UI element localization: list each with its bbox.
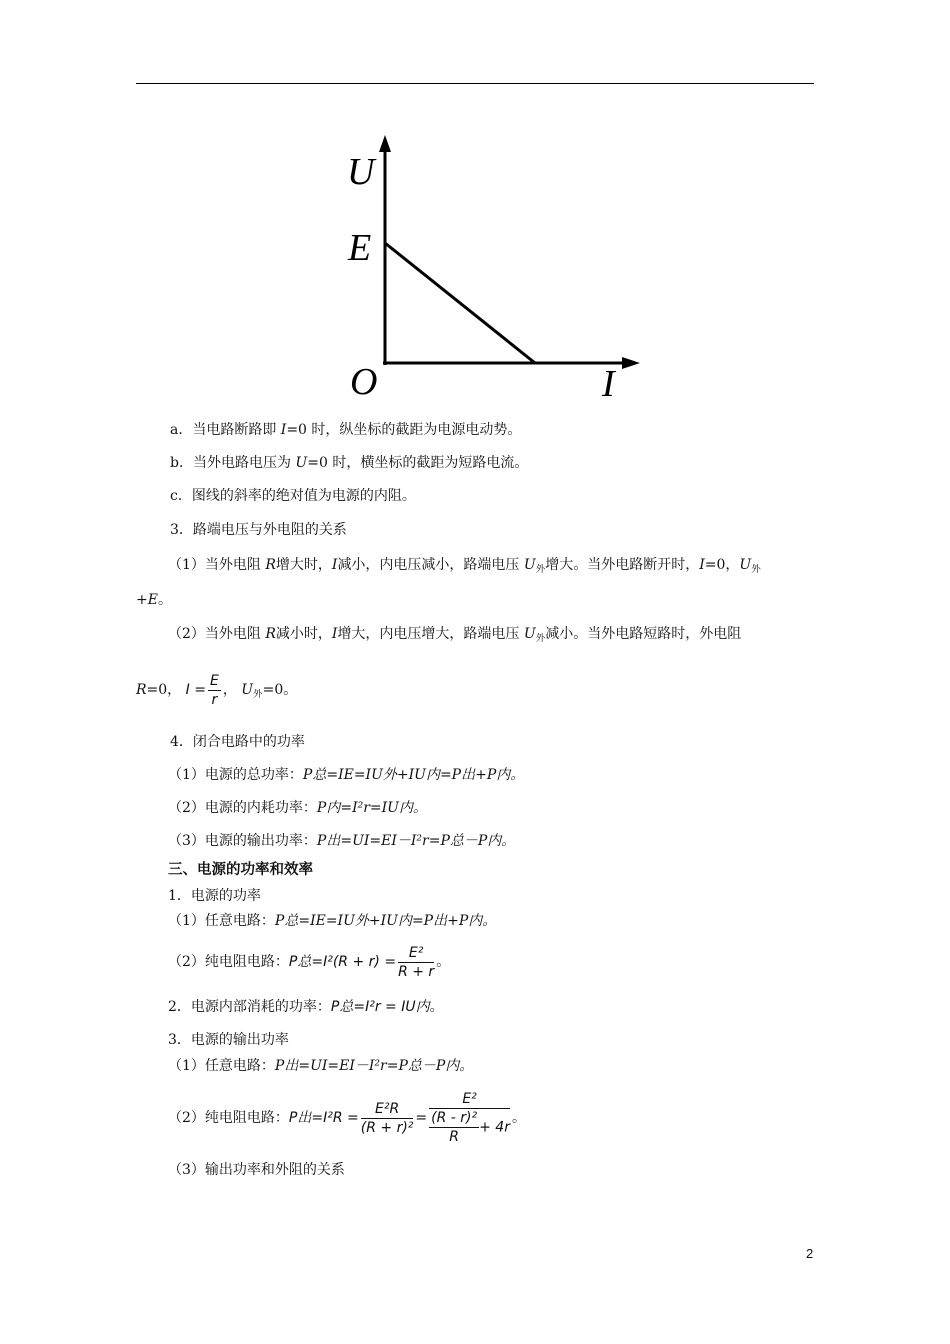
output-line3: （3）输出功率和外阻的关系: [168, 1162, 345, 1178]
s4-line3: （3）电源的输出功率：P出=UI=EI－I²r=P总－P内。: [168, 833, 516, 849]
header-rule: [136, 83, 814, 84]
fraction-e2r-over-rr2: $\frac{\text{E²R}}{\text{(R + r)²}}$: [360, 1100, 414, 1136]
fraction-e2-over-rr: $\frac{\text{E²}}{R + r}$: [398, 944, 435, 980]
s3-para2-cont: R=0， I = $\frac{E}{r}$ ， $U_外=0$。: [136, 672, 298, 708]
page-number: 2: [806, 1246, 814, 1261]
item-a: a．当电路断路即 I=0 时，纵坐标的截距为电源电动势。: [170, 422, 522, 438]
output-line1: （1）任意电路：P出=UI=EI－I²r=P总－P内。: [168, 1058, 474, 1074]
u-i-line: [385, 243, 535, 363]
u-i-graph: [340, 130, 650, 405]
power-line1: （1）任意电路：P总=IE=IU外+IU内=P出+P内。: [168, 913, 497, 929]
output-heading: 3．电源的输出功率: [168, 1032, 289, 1048]
s3-para1: （1）当外电阻 R增大时，I减小，内电压减小，路端电压 $U_外$增大。当外电路断开时，I=0，$U_外$: [168, 557, 761, 575]
fraction-e-over-r: $\frac{E}{r}$: [209, 672, 219, 708]
y-axis-arrow: [379, 135, 391, 152]
output-line2: （2）纯电阻电路：P出=I²R = $\frac{\text{E²R}}{\text{(R + r)²}}$ = E² $\frac{\text{(R - r)²}}{R}$ + 4r 。: [168, 1091, 526, 1145]
item-b: b．当外电路电压为 U=0 时，横坐标的截距为短路电流。: [170, 455, 529, 471]
label-e: E: [348, 227, 372, 269]
fraction-nested: E² $\frac{\text{(R - r)²}}{R}$ + 4r: [431, 1091, 510, 1145]
s4-line2: （2）电源的内耗功率：P内=I²r=IU内。: [168, 800, 427, 816]
s4-line1: （1）电源的总功率：P总=IE=IU外+IU内=P出+P内。: [168, 767, 525, 783]
s3-para2: （2）当外电阻 R减小时，I增大，内电压增大，路端电压 $U_外$减小。当外电路短路时，外电阻: [168, 626, 742, 644]
power-heading: 1．电源的功率: [168, 888, 261, 904]
section-title: 三、电源的功率和效率: [168, 861, 313, 878]
label-o: O: [350, 361, 378, 403]
power-line2: （2）纯电阻电路：P总=I²(R + r) = $\frac{\text{E²}}{R + r}$ 。: [168, 944, 451, 980]
s3-para1-cont: +E。: [136, 592, 172, 608]
internal-power-line: 2．电源内部消耗的功率：P总=I²r = IU内。: [168, 999, 444, 1015]
item-c: c．图线的斜率的绝对值为电源的内阻。: [170, 488, 416, 504]
s4-heading: 4．闭合电路中的功率: [170, 734, 305, 750]
label-i: I: [602, 363, 615, 405]
x-axis-arrow: [622, 357, 640, 369]
label-u: U: [347, 151, 375, 193]
s3-heading: 3．路端电压与外电阻的关系: [170, 522, 347, 538]
